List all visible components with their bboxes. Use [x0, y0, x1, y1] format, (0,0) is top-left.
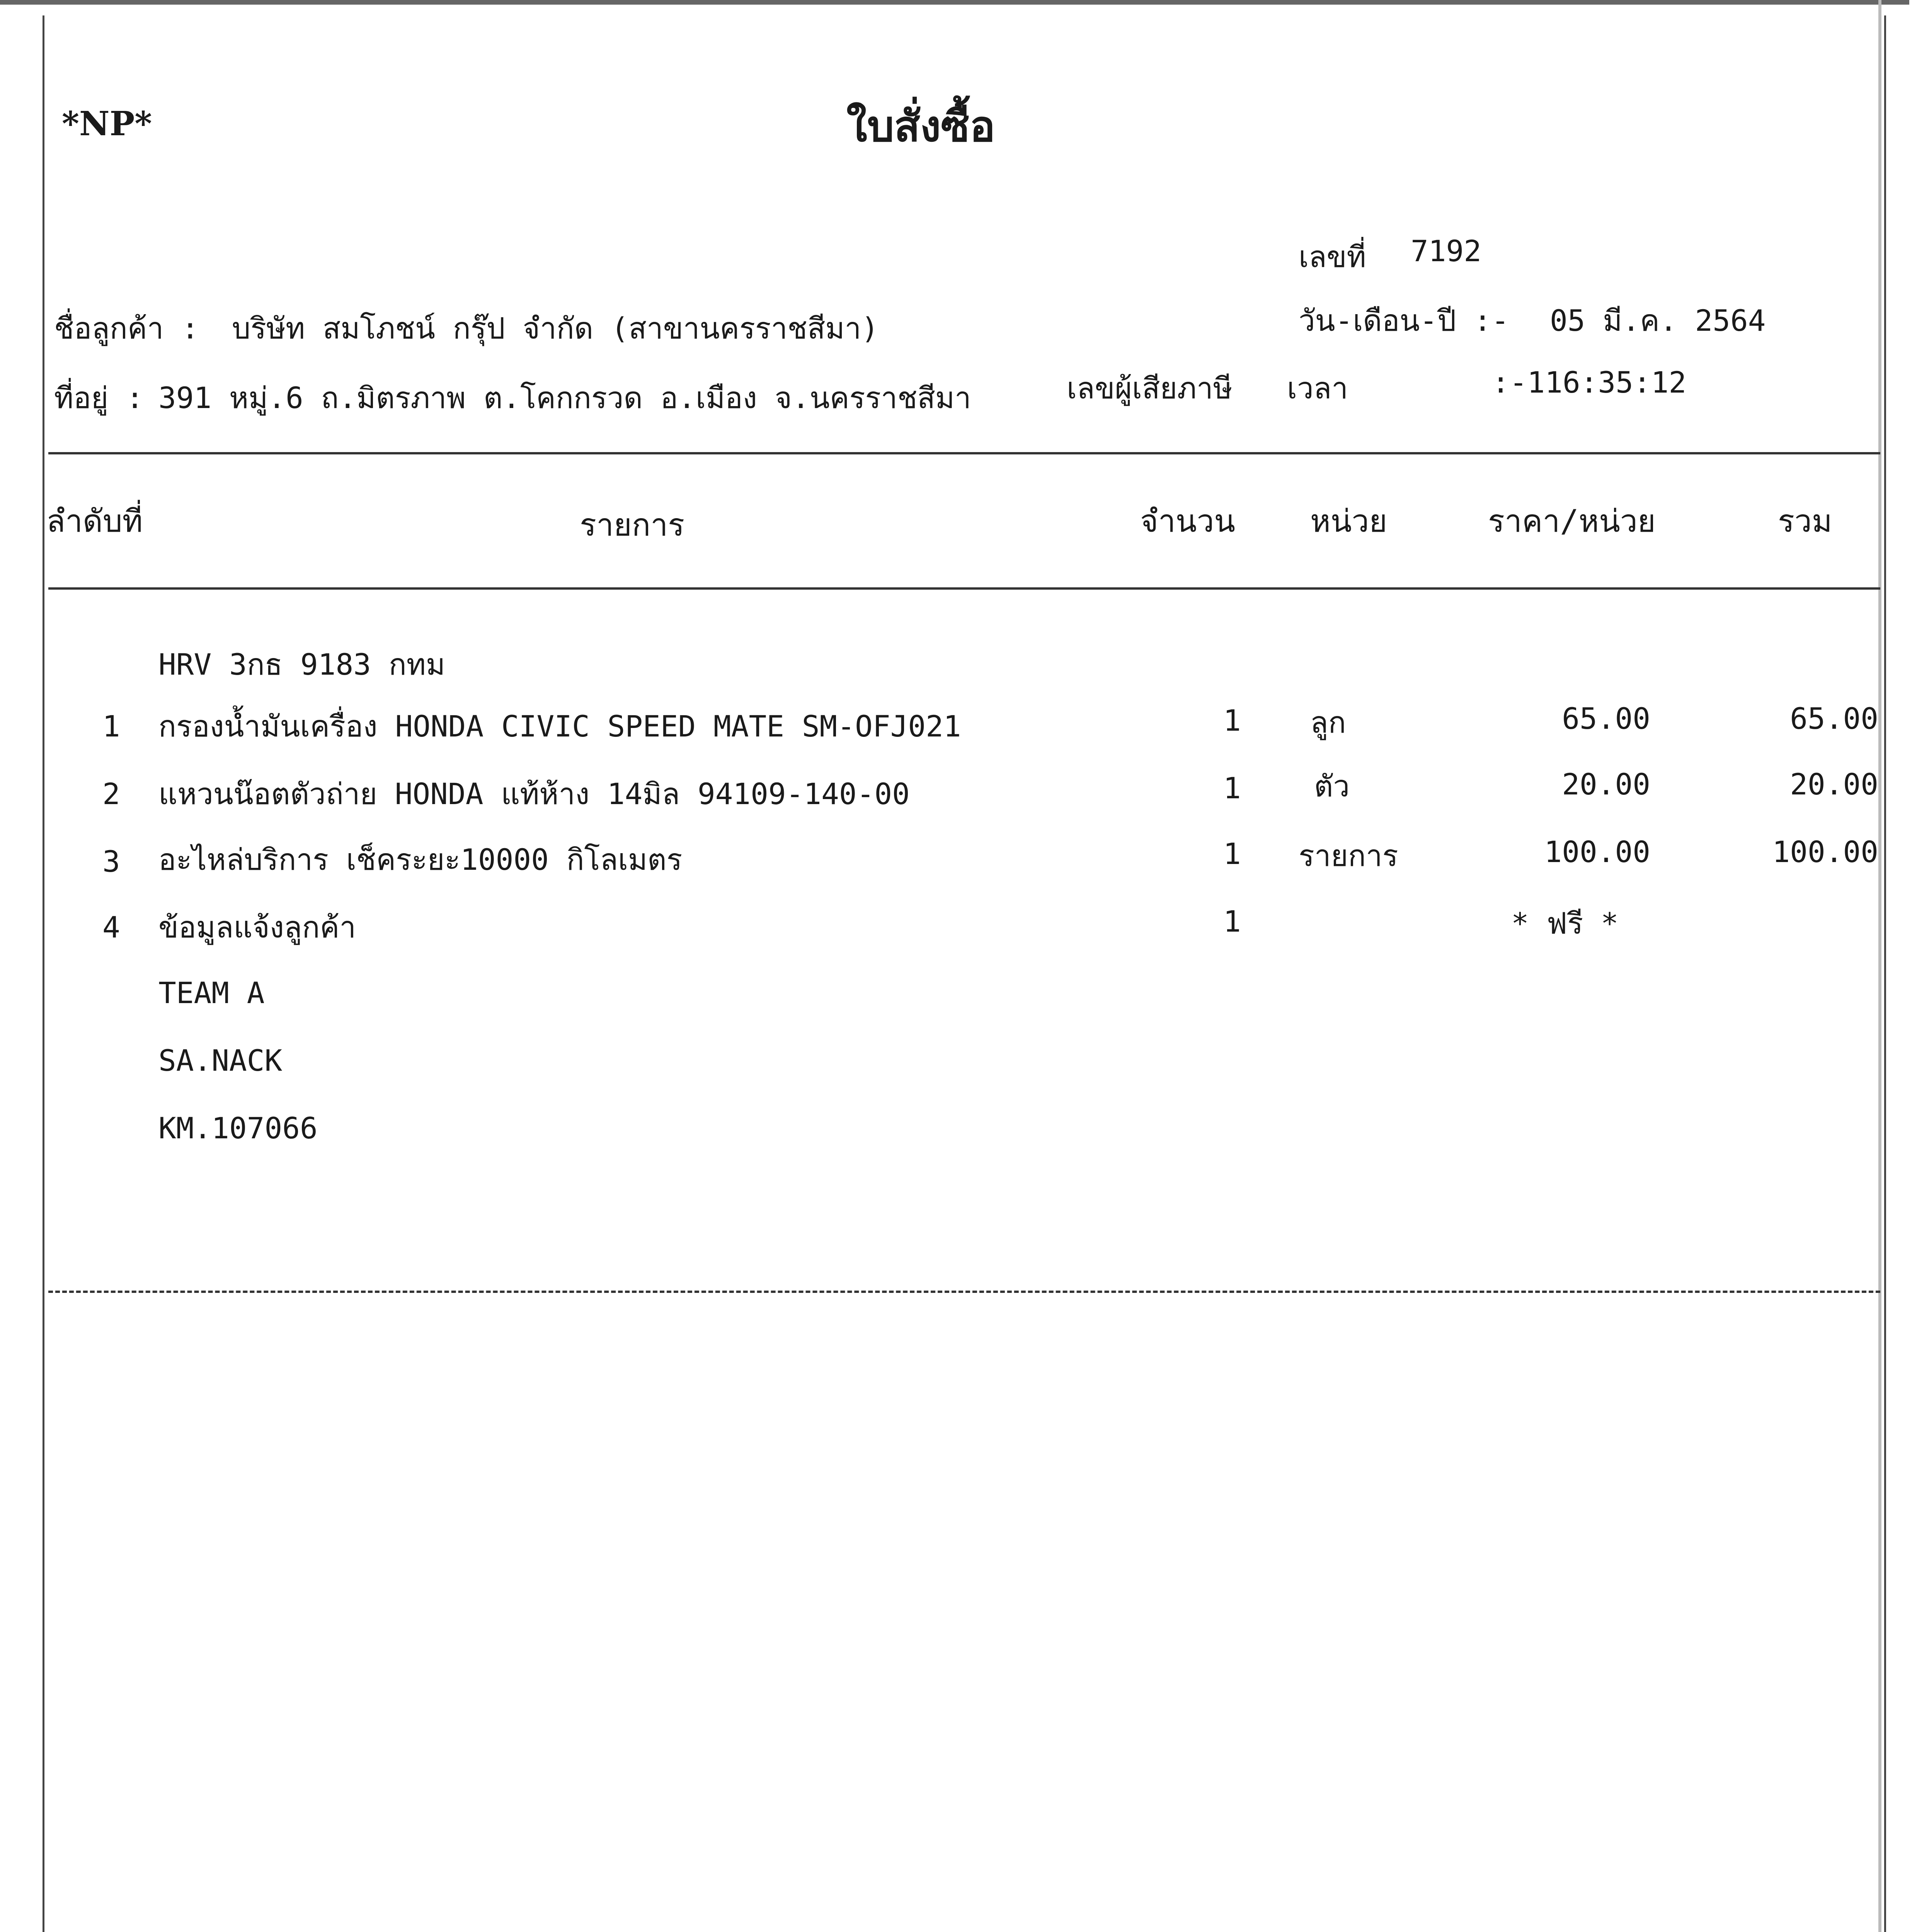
row-no: 4	[102, 910, 120, 944]
row-no: 1	[102, 709, 120, 743]
row-unit: รายการ	[1299, 838, 1398, 873]
column-header-no: ลำดับที่	[46, 503, 143, 539]
document-title: ใบสั่งซื้อ	[846, 101, 996, 151]
doc-no-label: เลขที่	[1299, 240, 1366, 274]
row-qty: 1	[1223, 771, 1241, 805]
customer-label: ชื่อลูกค้า :	[54, 311, 199, 345]
header-divider-bottom	[48, 587, 1880, 590]
row-price-free: * ฟรี *	[1511, 906, 1619, 940]
body-divider-dashed	[48, 1291, 1880, 1293]
np-stamp: *NP*	[62, 104, 152, 143]
date-label: วัน-เดือน-ปี :-	[1299, 303, 1509, 338]
row-item: แหวนน๊อตตัวถ่าย HONDA แท้ห้าง 14มิล 94109-140-00	[158, 777, 910, 811]
row-item: อะไหล่บริการ เช็คระยะ10000 กิโลเมตร	[158, 842, 683, 877]
column-header-unit: หน่วย	[1310, 503, 1388, 539]
row-no: 2	[102, 777, 120, 811]
column-header-price: ราคา/หน่วย	[1488, 503, 1656, 539]
time-label: เวลา	[1287, 371, 1348, 405]
row-price: 65.00	[1562, 701, 1650, 736]
note-line: SA.NACK	[158, 1043, 283, 1078]
tax-id-label: เลขผู้เสียภาษี	[1067, 371, 1233, 405]
doc-no: 7192	[1411, 234, 1482, 268]
row-total: 20.00	[1790, 767, 1878, 801]
row-unit: ตัว	[1314, 769, 1350, 803]
row-price: 20.00	[1562, 767, 1650, 801]
vehicle-line: HRV 3กธ 9183 กทม	[158, 647, 445, 682]
note-line: KM.107066	[158, 1111, 318, 1145]
row-total: 100.00	[1772, 835, 1878, 869]
date-value: 05 มี.ค. 2564	[1550, 303, 1766, 338]
time-value: :-116:35:12	[1492, 365, 1687, 400]
address-label: ที่อยู่ :	[54, 381, 144, 415]
customer-name: บริษัท สมโภชน์ กรุ๊ป จำกัด (สาขานครราชสีมา)	[232, 311, 879, 345]
row-unit: ลูก	[1310, 705, 1346, 740]
row-qty: 1	[1223, 703, 1241, 738]
row-total: 65.00	[1790, 701, 1878, 736]
row-no: 3	[102, 844, 120, 879]
scan-top-edge	[0, 0, 1909, 5]
address-value: 391 หมู่.6 ถ.มิตรภาพ ต.โคกกรวด อ.เมือง จ.นครราชสีมา	[158, 381, 971, 415]
note-line: TEAM A	[158, 976, 265, 1010]
column-header-item: รายการ	[580, 507, 685, 543]
column-header-qty: จำนวน	[1140, 503, 1236, 539]
row-item: ข้อมูลแจ้งลูกค้า	[158, 910, 356, 944]
row-item: กรองน้ำมันเครื่อง HONDA CIVIC SPEED MATE SM-OFJ021	[158, 709, 961, 743]
header-divider-top	[48, 452, 1880, 454]
row-price: 100.00	[1544, 835, 1650, 869]
row-qty: 1	[1223, 837, 1241, 871]
row-qty: 1	[1223, 904, 1241, 939]
column-header-total: รวม	[1778, 503, 1832, 539]
